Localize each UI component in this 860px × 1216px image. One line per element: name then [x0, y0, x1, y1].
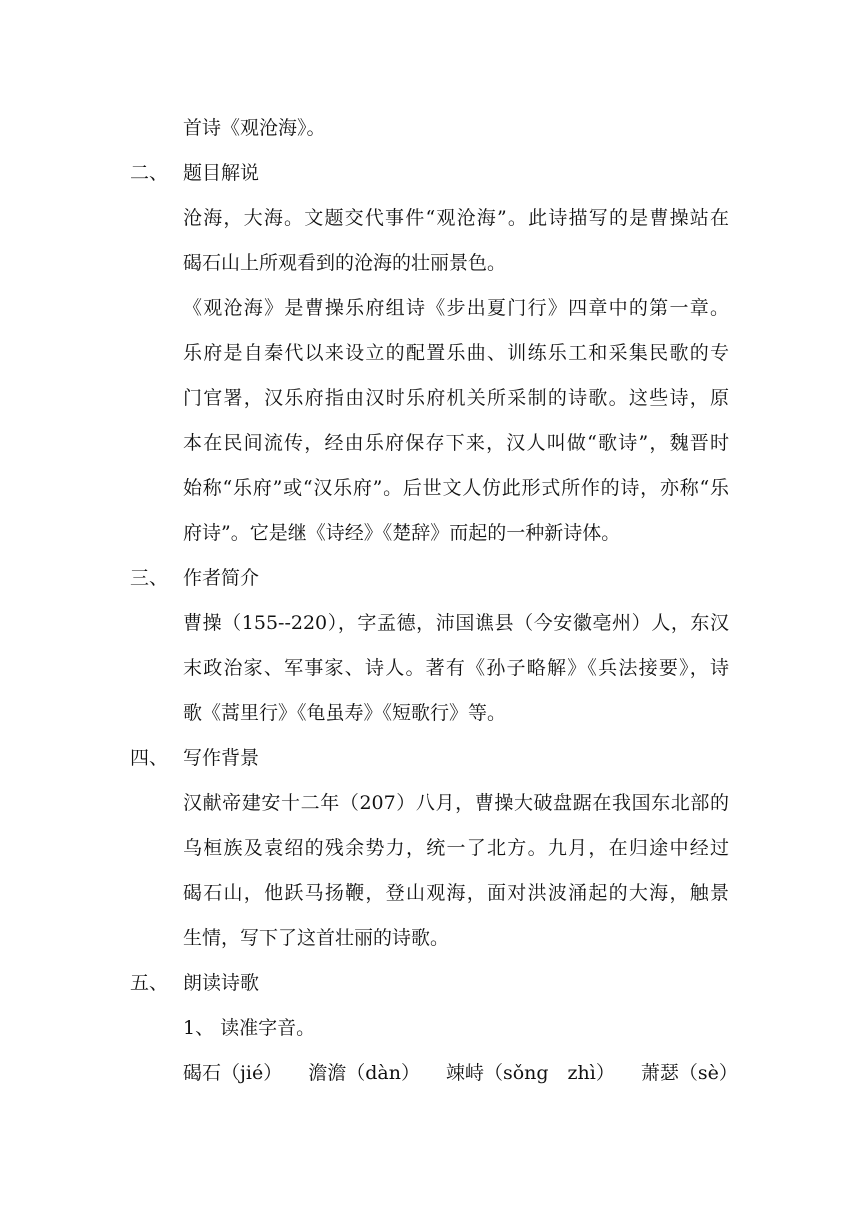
text-line: 乌桓族及袁绍的残余势力，统一了北方。九月，在归途中经过 — [183, 837, 729, 859]
section-heading: 作者简介 — [183, 567, 260, 589]
section-number: 二、 — [130, 162, 169, 184]
subsection-title: 1、 读准字音。 — [183, 1017, 316, 1039]
section-number: 五、 — [130, 972, 169, 994]
text-line: 府诗”。它是继《诗经》《楚辞》而起的一种新诗体。 — [183, 522, 621, 544]
text-line: 门官署，汉乐府指由汉时乐府机关所采制的诗歌。这些诗，原 — [183, 387, 729, 409]
text-line: 曹操（155--220），字孟德，沛国谯县（今安徽亳州）人，东汉 — [183, 612, 729, 634]
pronunciation-item: 萧瑟（sè） — [640, 1062, 738, 1084]
section-number: 四、 — [130, 747, 169, 769]
text-line: 始称“乐府”或“汉乐府”。后世文人仿此形式所作的诗，亦称“乐 — [183, 477, 729, 499]
section-heading: 朗读诗歌 — [183, 972, 260, 994]
text-line: 沧海，大海。文题交代事件“观沧海”。此诗描写的是曹操站在 — [183, 207, 729, 229]
section-number: 三、 — [130, 567, 169, 589]
text-line: 歌《蒿里行》《龟虽寿》《短歌行》等。 — [183, 702, 507, 724]
text-line: 生情，写下了这首壮丽的诗歌。 — [183, 927, 450, 949]
text-line: 汉献帝建安十二年（207）八月，曹操大破盘踞在我国东北部的 — [183, 792, 729, 814]
pronunciation-row — [183, 1061, 764, 1085]
text-line: 乐府是自秦代以来设立的配置乐曲、训练乐工和采集民歌的专 — [183, 342, 729, 364]
text-line: 碣石山，他跃马扬鞭，登山观海，面对洪波涌起的大海，触景 — [183, 882, 729, 904]
text-line: 本在民间流传，经由乐府保存下来，汉人叫做“歌诗”，魏晋时 — [183, 432, 729, 454]
text-line: 碣石山上所观看到的沧海的壮丽景色。 — [183, 252, 507, 274]
section-heading: 题目解说 — [183, 162, 260, 184]
text-line: 末政治家、军事家、诗人。著有《孙子略解》《兵法接要》，诗 — [183, 657, 729, 679]
pronunciation-item: 碣石（jié） — [183, 1062, 283, 1084]
text-line: 首诗《观沧海》。 — [183, 117, 326, 139]
section-heading: 写作背景 — [183, 747, 260, 769]
pronunciation-item: 竦峙（sǒng zhì） — [445, 1062, 615, 1084]
text-line: 《观沧海》是曹操乐府组诗《步出夏门行》四章中的第一章。 — [183, 297, 729, 319]
pronunciation-item: 澹澹（dàn） — [308, 1062, 420, 1084]
